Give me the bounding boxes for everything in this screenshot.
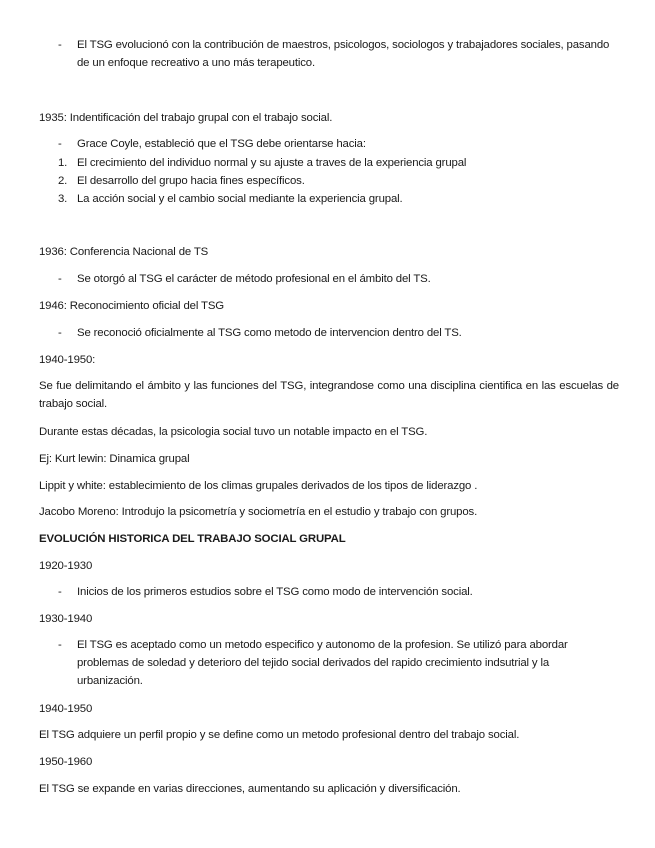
list-item-number: 1. bbox=[58, 157, 68, 169]
paragraph: Lippit y white: establecimiento de los climas grupales derivados de los tipos de liderazgo . bbox=[39, 480, 478, 492]
heading-1930-1940: 1930-1940 bbox=[39, 613, 93, 625]
bullet-1936: Se otorgó al TSG el carácter de método profesional en el ámbito del TS. bbox=[77, 273, 431, 285]
bullet-marker: - bbox=[58, 138, 62, 150]
heading-1935: 1935: Indentificación del trabajo grupal con el trabajo social. bbox=[39, 112, 333, 124]
bullet-marker: - bbox=[58, 327, 62, 339]
paragraph: Se fue delimitando el ámbito y las funciones del TSG, integrandose como una disciplina cientifica en las escuelas de trabajo social. bbox=[39, 380, 619, 410]
list-item: La acción social y el cambio social mediante la experiencia grupal. bbox=[77, 193, 403, 205]
bullet-1920: Inicios de los primeros estudios sobre el TSG como modo de intervención social. bbox=[77, 586, 473, 598]
list-item: El desarrollo del grupo hacia fines específicos. bbox=[77, 175, 305, 187]
heading-1940-1950-b: 1940-1950 bbox=[39, 703, 93, 715]
list-item: El crecimiento del individuo normal y su ajuste a traves de la experiencia grupal bbox=[77, 157, 467, 169]
bullet-grace-coyle: Grace Coyle, estableció que el TSG debe orientarse hacia: bbox=[77, 138, 366, 150]
bullet-marker: - bbox=[58, 639, 62, 651]
paragraph: Ej: Kurt lewin: Dinamica grupal bbox=[39, 453, 190, 465]
heading-1940-1950: 1940-1950: bbox=[39, 354, 96, 366]
paragraph: El TSG adquiere un perfil propio y se define como un metodo profesional dentro del trabajo social. bbox=[39, 729, 520, 741]
bullet-1930: El TSG es aceptado como un metodo especifico y autonomo de la profesion. Se utilizó para abordar problemas de soledad y deterioro del tejido social derivados del rapido crecimiento indsutrial y la urbanización. bbox=[77, 639, 568, 687]
bullet-marker: - bbox=[58, 39, 62, 51]
intro-bullet-text: El TSG evolucionó con la contribución de maestros, psicologos, sociologos y trabajadores sociales, pasando de un enfoque recreativo a uno más terapeutico. bbox=[77, 39, 610, 69]
bullet-marker: - bbox=[58, 273, 62, 285]
list-item-number: 2. bbox=[58, 175, 68, 187]
list-item-number: 3. bbox=[58, 193, 68, 205]
section-title: EVOLUCIÓN HISTORICA DEL TRABAJO SOCIAL GRUPAL bbox=[39, 533, 346, 545]
paragraph: Jacobo Moreno: Introdujo la psicometría y sociometría en el estudio y trabajo con grupos. bbox=[39, 506, 478, 518]
heading-1936: 1936: Conferencia Nacional de TS bbox=[39, 246, 209, 258]
heading-1946: 1946: Reconocimiento oficial del TSG bbox=[39, 300, 224, 312]
paragraph: El TSG se expande en varias direcciones, aumentando su aplicación y diversificación. bbox=[39, 783, 461, 795]
heading-1920-1930: 1920-1930 bbox=[39, 560, 93, 572]
paragraph: Durante estas décadas, la psicologia social tuvo un notable impacto en el TSG. bbox=[39, 426, 428, 438]
heading-1950-1960: 1950-1960 bbox=[39, 756, 93, 768]
bullet-1946: Se reconoció oficialmente al TSG como metodo de intervencion dentro del TS. bbox=[77, 327, 462, 339]
bullet-marker: - bbox=[58, 586, 62, 598]
